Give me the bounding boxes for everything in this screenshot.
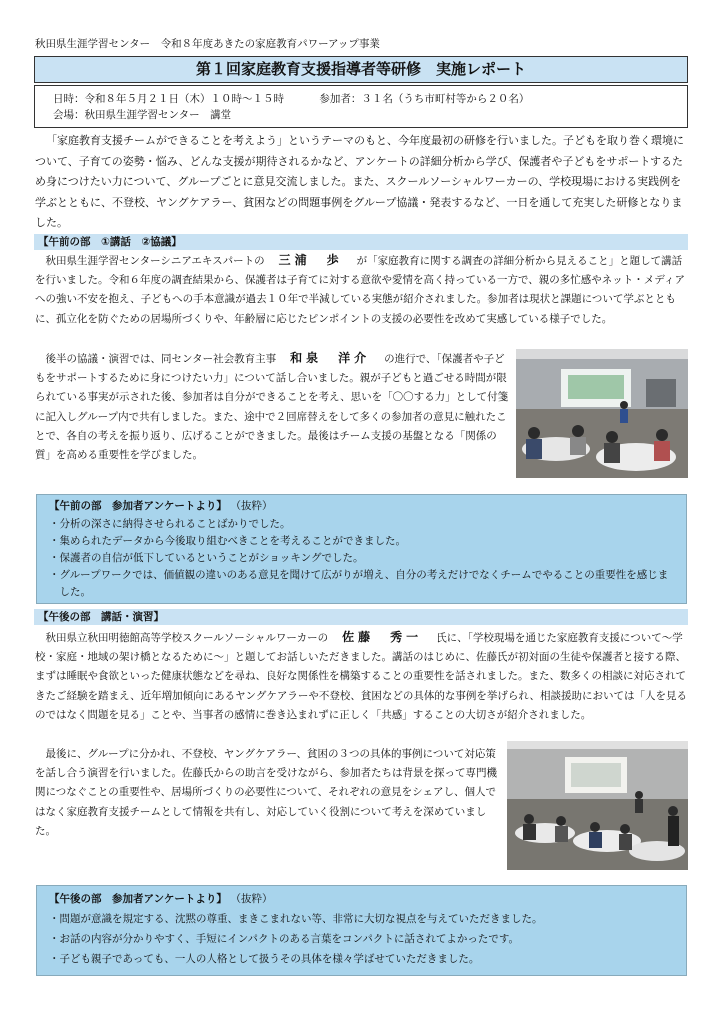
afternoon-paragraph-1-top: [35, 628, 689, 744]
morning-paragraph-1: [35, 251, 689, 329]
morning-session-photo: [516, 349, 688, 478]
morning-survey-item: ・分析の深さに納得させられることばかりでした。: [49, 518, 291, 530]
event-participants: 参加者：３１名（うち市町村等から２０名）: [319, 93, 530, 105]
morning-survey-note: （抜粋）: [230, 500, 273, 512]
afternoon-p1-after: 氏に、「学校現場を通じた家庭教育支援について～学校・家庭・地域の架け橋となるために～」と題してお話しいただきました。講話のはじめに、佐藤氏が初対面の生徒や保護者と接する際、まずは睡眠や食欲といった健康状態などを尋ね、良好な関係性を構築することの重要性を話されました。また、数多くの相談に対応されてきたご経験を踏まえ、近年増加傾向にあるヤングケアラーや不登校、貧困などの具体的な事例を挙げられ、相談援助においては「人を見るのではなく問題を見る」ことや、当事者の感情に巻き込まれずに正しく「共感」することの大切さが紹介されました。: [35, 632, 687, 721]
morning-survey-item: ・集められたデータから今後取り組むべきことを考えることができました。: [49, 535, 406, 547]
morning-survey-item: ・保護者の自信が低下しているということがショッキングでした。: [49, 552, 364, 564]
afternoon-survey-title: 【午後の部 参加者アンケートより】: [49, 893, 227, 905]
afternoon-photo-illustration: [507, 741, 688, 870]
morning-photo-illustration: [516, 349, 688, 478]
header-organization: 秋田県生涯学習センター 令和８年度あきたの家庭教育パワーアップ事業: [35, 38, 380, 50]
event-venue: 会場：秋田県生涯学習センター 講堂: [53, 109, 232, 121]
event-datetime: 日時：令和８年５月２１日（木）１０時～１５時: [53, 93, 284, 105]
speaker-name-izumi: 和泉 洋介: [290, 351, 371, 365]
afternoon-p1-before: 秋田県立秋田明徳館高等学校スクールソーシャルワーカーの: [45, 632, 329, 644]
afternoon-heading: 【午後の部 講話・演習】: [34, 609, 688, 625]
morning-survey-title: 【午前の部 参加者アンケートより】: [49, 500, 227, 512]
afternoon-survey-item: ・お話の内容が分かりやすく、手短にインパクトのある言葉をコンパクトに話されてよかったです。: [49, 933, 519, 945]
morning-paragraph-2: [35, 349, 509, 465]
afternoon-session-photo: [507, 741, 688, 870]
speaker-name-sato: 佐藤 秀一: [342, 630, 423, 644]
afternoon-survey-item: ・子ども親子であっても、一人の人格として扱うその具体を様々学ばせていただきました。: [49, 953, 480, 965]
morning-survey-box: [36, 494, 687, 604]
afternoon-p2-text: 最後に、グループに分かれ、不登校、ヤングケアラー、貧困の３つの具体的事例について対応策を話し合う演習を行いました。佐藤氏からの助言を受けながら、参加者たちは背景を探って専門機関につなぐことの重要性や、居場所づくりの必要性について、それぞれの意見をシェアし、個人ではなく家庭教育支援チームとして情報を共有し、対応していく役割について考えを深めていました。: [35, 748, 497, 837]
afternoon-paragraph-2: [35, 745, 501, 841]
morning-p1-after: が「家庭教育に関する調査の詳細分析から見えること」と題して講話を行いました。令和６年度の調査結果から、保護者は子育てに対する意欲や愛情を高く持っている一方で、親の多忙感やネット・メディアへの強い不安を抱え、子どもへの手本意識が過去１０年で半減している実態が紹介されました。参加者は現状と課題について学ぶとともに、孤立化を防ぐための居場所づくりや、年齢層に応じたピンポイントの支援の必要性を改めて実感している様子でした。: [35, 255, 685, 325]
speaker-name-miura: 三浦 歩: [278, 253, 343, 267]
intro-text: 「家庭教育支援チームができることを考えよう」というテーマのもと、今年度最初の研修を行いました。子どもを取り巻く環境について、子育ての姿勢・悩み、どんな支援が期待されるかなど、アンケートの詳細分析から学び、保護者や子どもをサポートするため身につけたい力について、グループごとに意見交流しました。また、スクールソーシャルワーカーの、学校現場における実践例を学ぶとともに、不登校、ヤングケアラー、貧困などの問題事例をグループ協議・発表するなど、一日を通して充実した研修となりました。: [35, 134, 684, 229]
morning-p2-before: 後半の協議・演習では、同センター社会教育主事: [45, 353, 277, 365]
morning-survey-item: ・グループワークでは、価値観の違いのある意見を聞けて広がりが増え、自分の考えだけでなくチームでやることの重要性を感じました。: [49, 569, 669, 598]
morning-heading: 【午前の部 ①講話 ②協議】: [34, 234, 688, 250]
afternoon-survey-note: （抜粋）: [230, 893, 273, 905]
afternoon-survey-item: ・問題が意識を規定する、沈黙の尊重、まきこまれない等、非常に大切な視点を与えていただきました。: [49, 913, 543, 925]
intro-paragraph: [35, 131, 689, 234]
event-meta: [34, 85, 688, 128]
page-title: 第１回家庭教育支援指導者等研修 実施レポート: [34, 56, 688, 83]
afternoon-survey-box: [36, 885, 687, 976]
morning-p1-before: 秋田県生涯学習センターシニアエキスパートの: [45, 255, 265, 267]
morning-p2-after: の進行で、「保護者や子どもをサポートするために身につけたい力」について話し合いました。親が子どもと過ごせる時間が限られている事実が示された後、参加者は自分ができることを考え、思いを「〇〇する力」として付箋に記入しグループ内で共有しました。また、途中で２回席替えをして多くの参加者の意見に触れたことで、各自の考えを振り返り、広げることができました。最後はチーム支援の基盤となる「関係の質」を高める重要性を学びました。: [35, 353, 509, 462]
